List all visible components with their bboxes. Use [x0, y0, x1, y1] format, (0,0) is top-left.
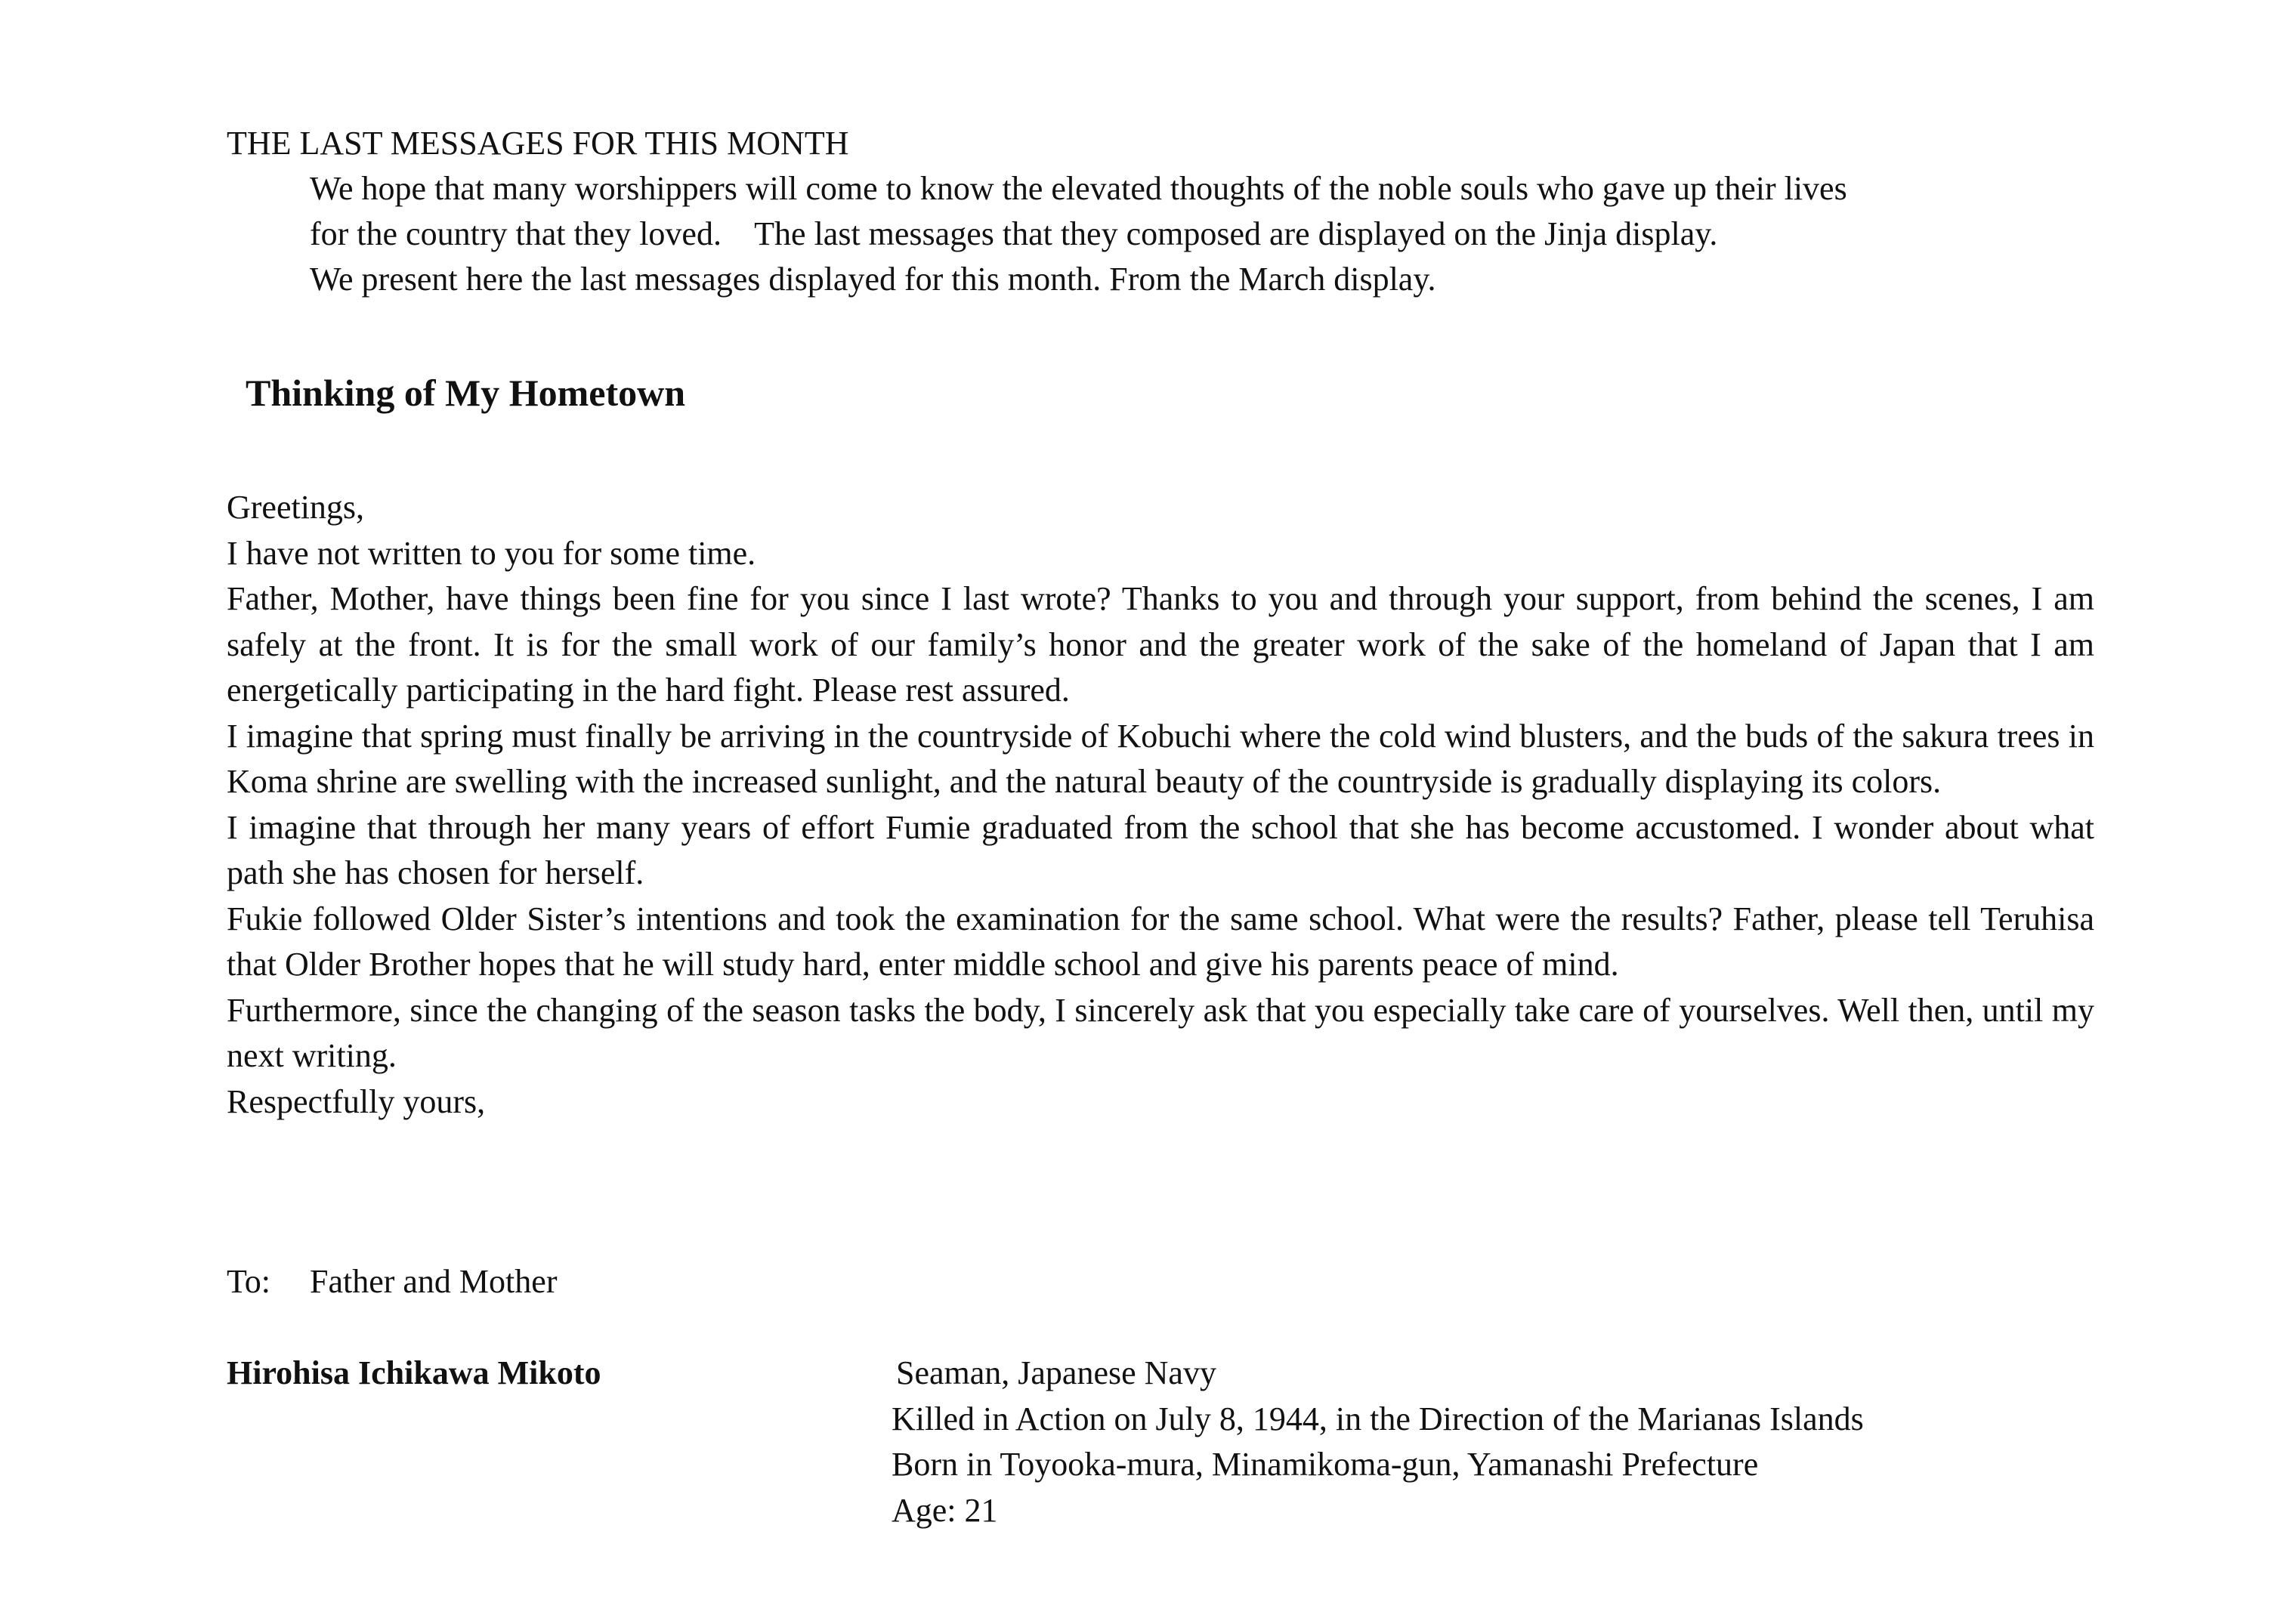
letter-closing: Respectfully yours, — [227, 1082, 486, 1120]
recipient-label: To: — [227, 1263, 271, 1300]
intro-text — [310, 166, 2123, 302]
letter-paragraph: Father, Mother, have things been fine for you since I last wrote? Thanks to you and through your support, from behind the scenes, I am safely at the front. It is for the small work of our family’s honor and the greater work of the sake of the homeland of Japan that I am energetically participating in the hard fight. Please rest assured. — [227, 580, 2094, 709]
letter-paragraph: Furthermore, since the changing of the season tasks the body, I sincerely ask that you especially take care of yourselves. Well then, until my next writing. — [227, 991, 2094, 1074]
intro-line: for the country that they loved. The last messages that they composed are displayed on the Jinja display. — [310, 215, 1718, 252]
letter-paragraph: I imagine that through her many years of effort Fumie graduated from the school that she has become accustomed. I wonder about what path she has chosen for herself. — [227, 808, 2094, 891]
author-age: Age: 21 — [892, 1491, 998, 1529]
author-rank: Seaman, Japanese Navy — [896, 1354, 1216, 1391]
section-title: Thinking of My Hometown — [246, 372, 686, 414]
header-title: THE LAST MESSAGES FOR THIS MONTH — [227, 125, 849, 162]
letter-paragraph: I imagine that spring must finally be arriving in the countryside of Kobuchi where the cold wind blusters, and the buds of the sakura trees in Koma shrine are swelling with the increased sunlight, and the natural beauty of the countryside is gradually displaying its colors. — [227, 717, 2094, 800]
recipient-name: Father and Mother — [310, 1263, 558, 1300]
letter-paragraph: I have not written to you for some time. — [227, 534, 756, 572]
letter-greeting: Greetings, — [227, 489, 365, 526]
author-details — [892, 1351, 1864, 1533]
recipient-line — [227, 1259, 557, 1304]
intro-line: We present here the last messages displayed for this month. From the March display. — [310, 261, 1436, 298]
letter-body — [227, 485, 2094, 1125]
author-death: Killed in Action on July 8, 1944, in the Direction of the Marianas Islands — [892, 1400, 1864, 1437]
author-birthplace: Born in Toyooka-mura, Minamikoma-gun, Yamanashi Prefecture — [892, 1446, 1759, 1483]
author-name: Hirohisa Ichikawa Mikoto — [227, 1354, 601, 1391]
letter-paragraph: Fukie followed Older Sister’s intentions and took the examination for the same school. What were the results? Father, please tell Teruhisa that Older Brother hopes that he will study hard, enter middle school and give his parents peace of mind. — [227, 900, 2094, 983]
intro-line: We hope that many worshippers will come to know the elevated thoughts of the noble souls who gave up their lives — [310, 170, 1847, 207]
